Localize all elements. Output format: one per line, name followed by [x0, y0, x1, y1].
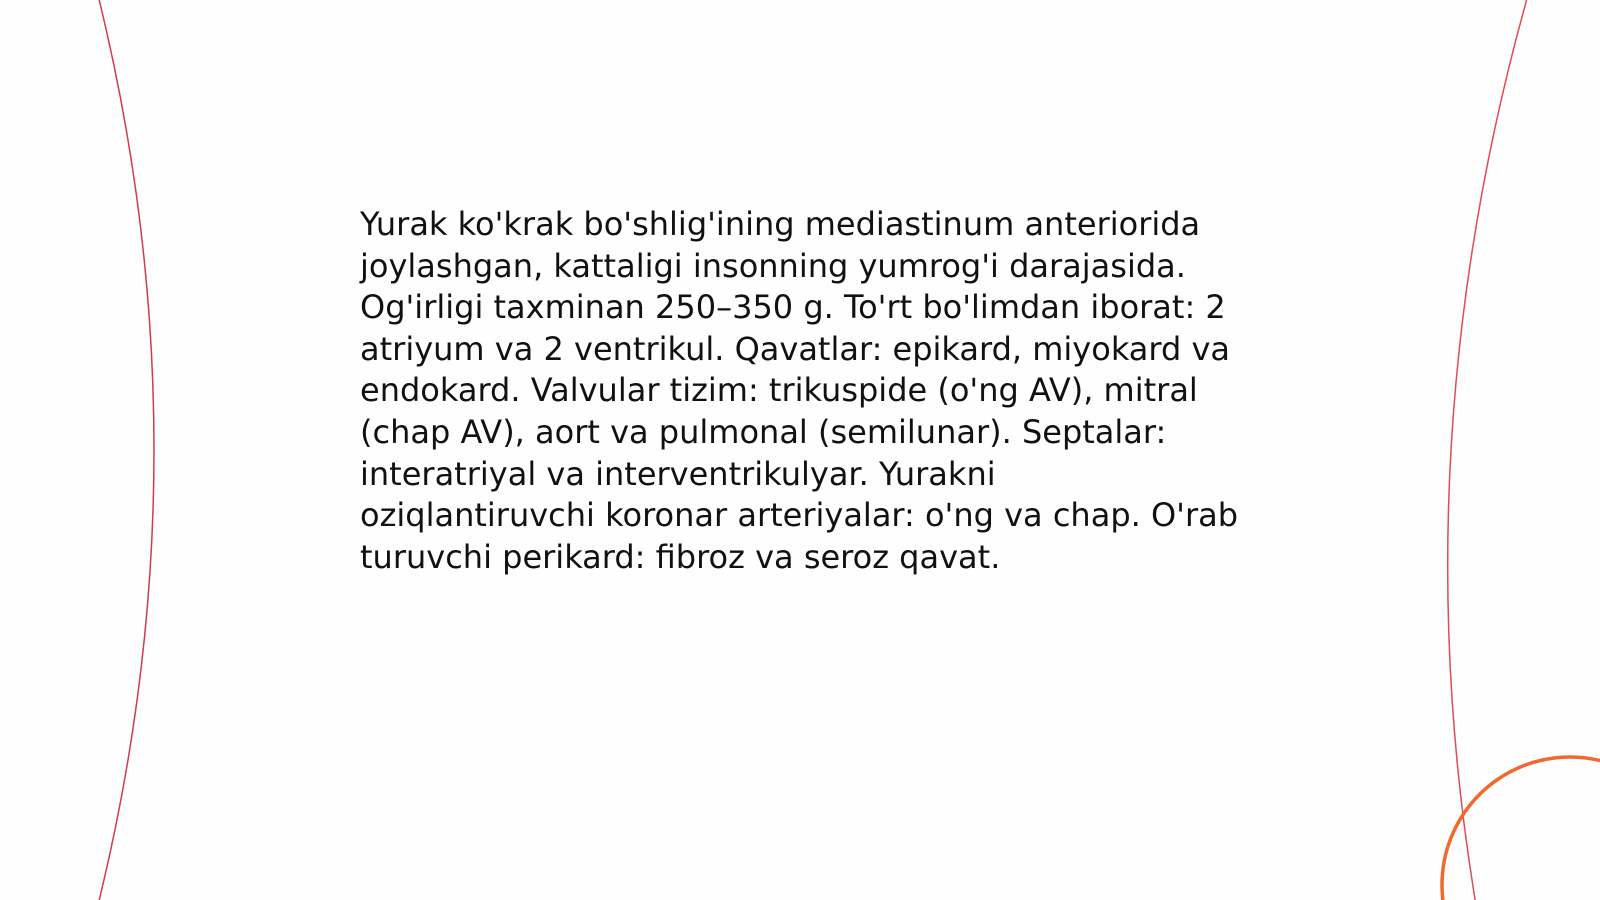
orange-circle-decoration [1442, 757, 1600, 900]
right-curve-decoration [1448, 0, 1528, 900]
slide-body-text: Yurak ko'krak bo'shlig'ining mediastinum anteriorida joylashgan, kattaligi insonning yumrog'i darajasida. Og'irligi taxminan 250–350 g. To'rt bo'limdan iborat: 2 atriyum va 2 ventrikul. Qavatlar: epikard, miyokard va endokard. Valvular tizim: trikuspide (o'ng AV), mitral (chap AV), aort va pulmonal (semilunar). Septalar: interatriyal va interventrikulyar. Yurakni oziqlantiruvchi koronar arteriyalar: o'ng va chap. O'rab turuvchi perikard: fibroz va seroz qavat. [360, 205, 1239, 576]
left-curve-decoration [98, 0, 154, 900]
